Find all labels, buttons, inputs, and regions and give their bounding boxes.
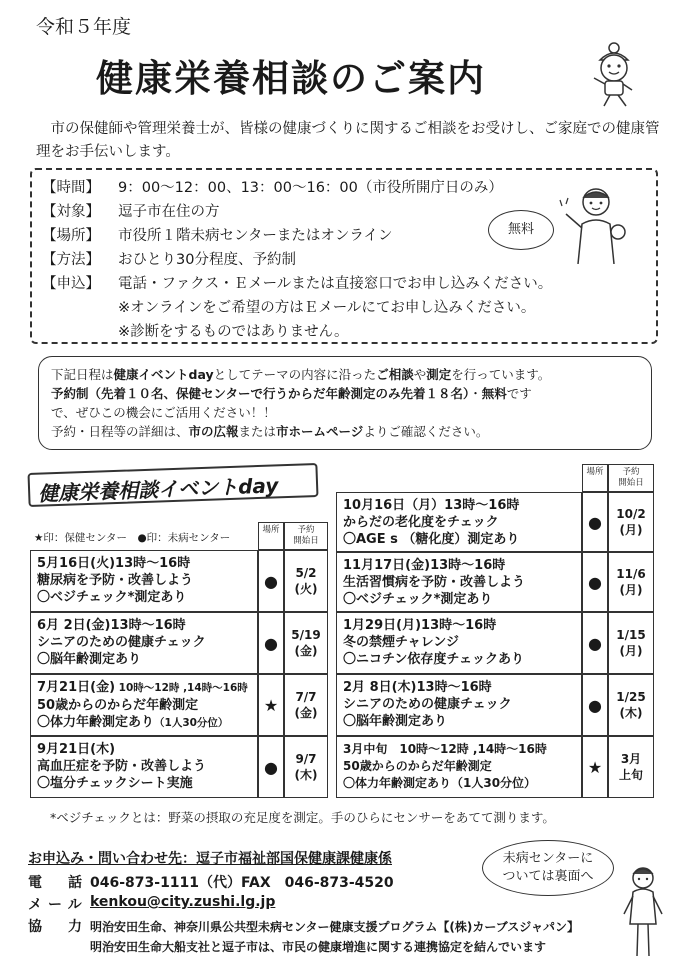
left-header-place: 場所 bbox=[258, 522, 284, 550]
event-jul21-date: 7/7 (金) bbox=[284, 674, 328, 736]
event-jul21: 7月21日(金) 10時～12時 ,14時～16時 50歳からのからだ年齢測定 〇体力年齢測定あり（1人30分位） bbox=[30, 674, 258, 736]
event-jan29-date: 1/15 (月) bbox=[608, 612, 654, 674]
fiscal-year: 令和５年度 bbox=[36, 16, 132, 38]
nurse-illustration bbox=[618, 864, 668, 964]
phone-fax-number: 046-873-1111（代）FAX 046-873-4520 bbox=[90, 875, 394, 891]
event-sep21: 9月21日(木) 高血圧症を予防・改善しよう 〇塩分チェックシート実施 bbox=[30, 736, 258, 798]
event-mar: 3月中旬 10時～12時 ,14時～16時 50歳からのからだ年齢測定 〇体力年齢測定あり（1人30分位） bbox=[336, 736, 582, 798]
event-jun2-date: 5/19 (金) bbox=[284, 612, 328, 674]
note-diagnosis: ※診断をするものではありません。 bbox=[118, 324, 349, 340]
free-badge: 無料 bbox=[488, 210, 554, 250]
schedule-line-1: 下記日程は健康イベントdayとしてテーマの内容に沿ったご相談や測定を行っています。 bbox=[51, 367, 551, 382]
event-nov17-place: ● bbox=[582, 552, 608, 612]
info-apply: 【申込】 電話・ファクス・Ｅメールまたは直接窓口でお申し込みください。 bbox=[42, 276, 553, 292]
note-online: ※オンラインをご希望の方はＥメールにてお申し込みください。 bbox=[118, 300, 536, 316]
right-header-start: 予約 開始日 bbox=[608, 464, 654, 492]
page-title: 健康栄養相談のご案内 bbox=[96, 57, 486, 100]
schedule-line-3: で、ぜひこの機会にご活用ください！！ bbox=[51, 405, 276, 420]
event-nov17-date: 11/6 (月) bbox=[608, 552, 654, 612]
event-oct16-date: 10/2 (月) bbox=[608, 492, 654, 552]
event-may16: 5月16日(火)13時～16時 糖尿病を予防・改善しよう 〇ベジチェック*測定あり bbox=[30, 550, 258, 612]
coop-partners: 明治安田生命、神奈川県公共型未病センター健康支援プログラム【(株)カーブスジャパン】 bbox=[90, 920, 580, 934]
info-time: 【時間】 9：00～12：00、13：00～16：00（市役所開庁日のみ） bbox=[42, 180, 503, 196]
event-feb8-date: 1/25 (木) bbox=[608, 674, 654, 736]
left-header-start: 予約 開始日 bbox=[284, 522, 328, 550]
info-place: 【場所】 市役所１階未病センターまたはオンライン bbox=[42, 228, 393, 244]
schedule-notice bbox=[38, 356, 652, 450]
event-mar-place: ★ bbox=[582, 736, 608, 798]
event-sep21-date: 9/7 (木) bbox=[284, 736, 328, 798]
info-method: 【方法】 おひとり30分程度、予約制 bbox=[42, 252, 296, 268]
event-oct16: 10月16日（月）13時～16時 からだの老化度をチェック 〇AGE s （糖化度）測定あり bbox=[336, 492, 582, 552]
event-may16-date: 5/2 (火) bbox=[284, 550, 328, 612]
event-jul21-place: ★ bbox=[258, 674, 284, 736]
event-jan29: 1月29日(月)13時～16時 冬の禁煙チャレンジ 〇ニコチン依存度チェックあり bbox=[336, 612, 582, 674]
coop-label: 協 力 bbox=[28, 919, 88, 935]
event-feb8: 2月 8日(木)13時～16時 シニアのための健康チェック 〇脳年齢測定あり bbox=[336, 674, 582, 736]
staff-illustration bbox=[556, 184, 636, 264]
info-target: 【対象】 逗子市在住の方 bbox=[42, 204, 220, 220]
schedule-line-4: 予約・日程等の詳細は、市の広報または市ホームページよりご確認ください。 bbox=[51, 424, 489, 439]
event-jun2: 6月 2日(金)13時～16時 シニアのための健康チェック 〇脳年齢測定あり bbox=[30, 612, 258, 674]
phone-label: 電 話 bbox=[28, 875, 88, 891]
event-may16-place: ● bbox=[258, 550, 284, 612]
email-address[interactable]: kenkou@city.zushi.lg.jp bbox=[90, 894, 276, 910]
right-header-place: 場所 bbox=[582, 464, 608, 492]
intro-text: 市の保健師や管理栄養士が、皆様の健康づくりに関するご相談をお受けし、ご家庭での健康管理をお手伝いします。 bbox=[36, 121, 660, 160]
event-nov17: 11月17日(金)13時～16時 生活習慣病を予防・改善しよう 〇ベジチェック*測定あり bbox=[336, 552, 582, 612]
mail-label: メール bbox=[28, 897, 88, 913]
event-mar-date: 3月 上旬 bbox=[608, 736, 654, 798]
event-jan29-place: ● bbox=[582, 612, 608, 674]
schedule-line-2: 予約制（先着１０名、保健センターで行うからだ年齢測定のみ先着１８名）・無料です bbox=[51, 386, 532, 401]
event-sep21-place: ● bbox=[258, 736, 284, 798]
event-feb8-place: ● bbox=[582, 674, 608, 736]
vegecheck-footnote: *ベジチェックとは：野菜の摂取の充足度を測定。手のひらにセンサーをあてて測ります。 bbox=[50, 810, 555, 825]
mascot-illustration bbox=[586, 38, 656, 110]
clinic-info-bubble: 未病センターに ついては裏面へ bbox=[482, 840, 614, 896]
event-jun2-place: ● bbox=[258, 612, 284, 674]
coop-agreement: 明治安田生命大船支社と逗子市は、市民の健康増進に関する連携協定を結んでいます bbox=[90, 940, 547, 954]
legend-text: ★印：保健センター ●印：未病センター bbox=[34, 532, 231, 544]
contact-heading: お申込み・問い合わせ先：逗子市福祉部国保健康課健康係 bbox=[28, 851, 392, 867]
events-heading: 健康栄養相談イベントday bbox=[27, 463, 318, 507]
event-oct16-place: ● bbox=[582, 492, 608, 552]
